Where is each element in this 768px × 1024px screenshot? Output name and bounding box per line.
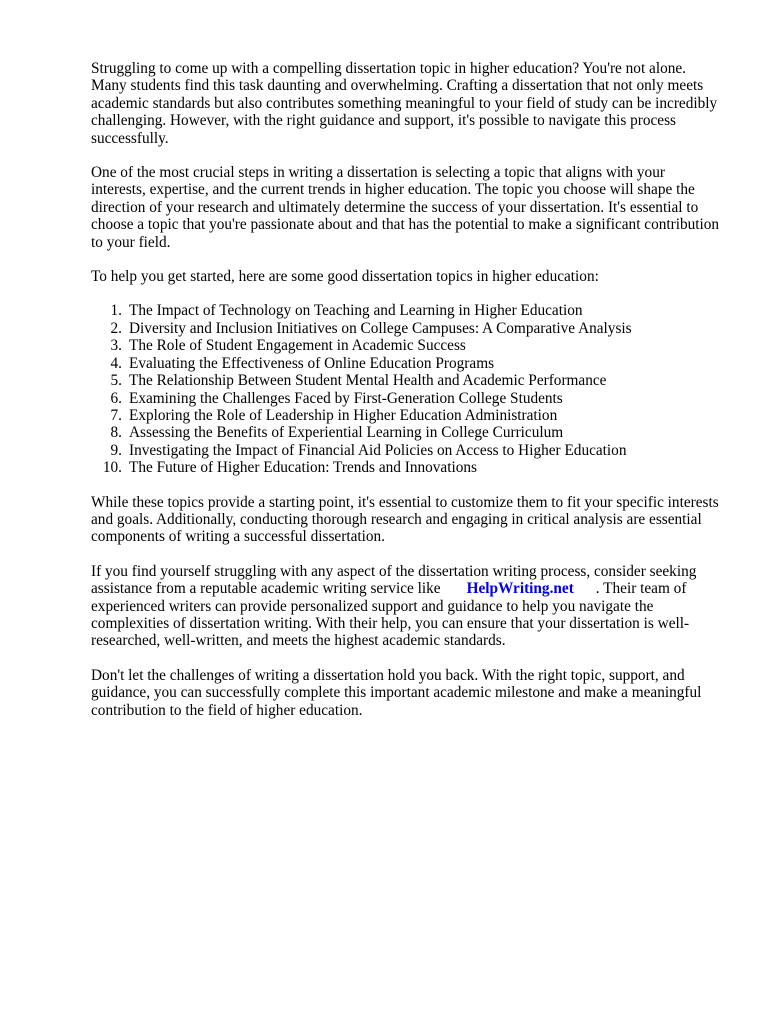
helpwriting-link[interactable]: HelpWriting.net xyxy=(466,580,574,598)
list-item xyxy=(91,355,721,372)
list-item xyxy=(91,337,721,354)
customize-paragraph: While these topics provide a starting point, it's essential to customize them to fit your specific interests and goals. Additionally, conducting thorough research and engaging in critical analysis are essential components of writing a successful dissertation. xyxy=(91,493,719,546)
list-intro-paragraph: To help you get started, here are some good dissertation topics in higher education: xyxy=(91,268,599,286)
list-item-number: 5. xyxy=(110,372,122,390)
list-item xyxy=(91,459,721,476)
list-item-number: 10. xyxy=(102,459,122,477)
help-text-before: If you find yourself struggling with any aspect of the dissertation writing process, consider seeking assistance from a reputable academic writing service like xyxy=(91,562,697,598)
list-item-number: 7. xyxy=(110,406,122,424)
list-item-text: The Impact of Technology on Teaching and Learning in Higher Education xyxy=(129,302,583,320)
list-item-number: 6. xyxy=(110,389,122,407)
help-paragraph xyxy=(91,563,721,650)
list-item xyxy=(91,320,721,337)
intro-paragraph: Struggling to come up with a compelling dissertation topic in higher education? You're not alone. Many students find this task daunting and overwhelming. Crafting a dissertation that not only meets academic standards but also contributes something meaningful to your field of study can be incredibly challenging. However, with the right guidance and support, it's possible to navigate this process successfully. xyxy=(91,60,718,147)
list-item xyxy=(91,407,721,424)
list-item-text: Assessing the Benefits of Experiential Learning in College Curriculum xyxy=(129,424,564,442)
list-item xyxy=(91,372,721,389)
list-item xyxy=(91,390,721,407)
topic-list xyxy=(91,302,721,476)
list-item-number: 3. xyxy=(110,337,122,355)
closing-paragraph: Don't let the challenges of writing a dissertation hold you back. With the right topic, support, and guidance, you can successfully complete this important academic milestone and make a meaningful contribution to the field of higher education. xyxy=(91,666,702,719)
list-item xyxy=(91,302,721,319)
list-item-number: 1. xyxy=(110,302,122,320)
list-item-text: Investigating the Impact of Financial Aid Policies on Access to Higher Education xyxy=(129,441,627,459)
document-page xyxy=(91,60,721,736)
list-item-text: Exploring the Role of Leadership in Higher Education Administration xyxy=(129,406,558,424)
list-item-text: Examining the Challenges Faced by First-Generation College Students xyxy=(129,389,563,407)
list-item-text: Evaluating the Effectiveness of Online Education Programs xyxy=(129,354,495,372)
list-item-number: 9. xyxy=(110,441,122,459)
list-item-number: 8. xyxy=(110,424,122,442)
list-item-text: Diversity and Inclusion Initiatives on College Campuses: A Comparative Analysis xyxy=(129,319,632,337)
list-item-text: The Role of Student Engagement in Academic Success xyxy=(129,337,466,355)
help-text-after: . Their team of experienced writers can provide personalized support and guidance to help you navigate the complexities of dissertation writing. With their help, you can ensure that your dissertation is well-researched, well-written, and meets the highest academic standards. xyxy=(91,580,690,650)
list-item xyxy=(91,442,721,459)
list-item-number: 2. xyxy=(110,319,122,337)
importance-paragraph: One of the most crucial steps in writing a dissertation is selecting a topic that aligns with your interests, expertise, and the current trends in higher education. The topic you choose will shape the direction of your research and ultimately determine the success of your dissertation. It's essential to choose a topic that you're passionate about and that has the potential to make a significant contribution to your field. xyxy=(91,164,720,251)
list-item-text: The Relationship Between Student Mental Health and Academic Performance xyxy=(129,372,607,390)
list-item-number: 4. xyxy=(110,354,122,372)
list-item xyxy=(91,424,721,441)
list-item-text: The Future of Higher Education: Trends and Innovations xyxy=(129,459,477,477)
